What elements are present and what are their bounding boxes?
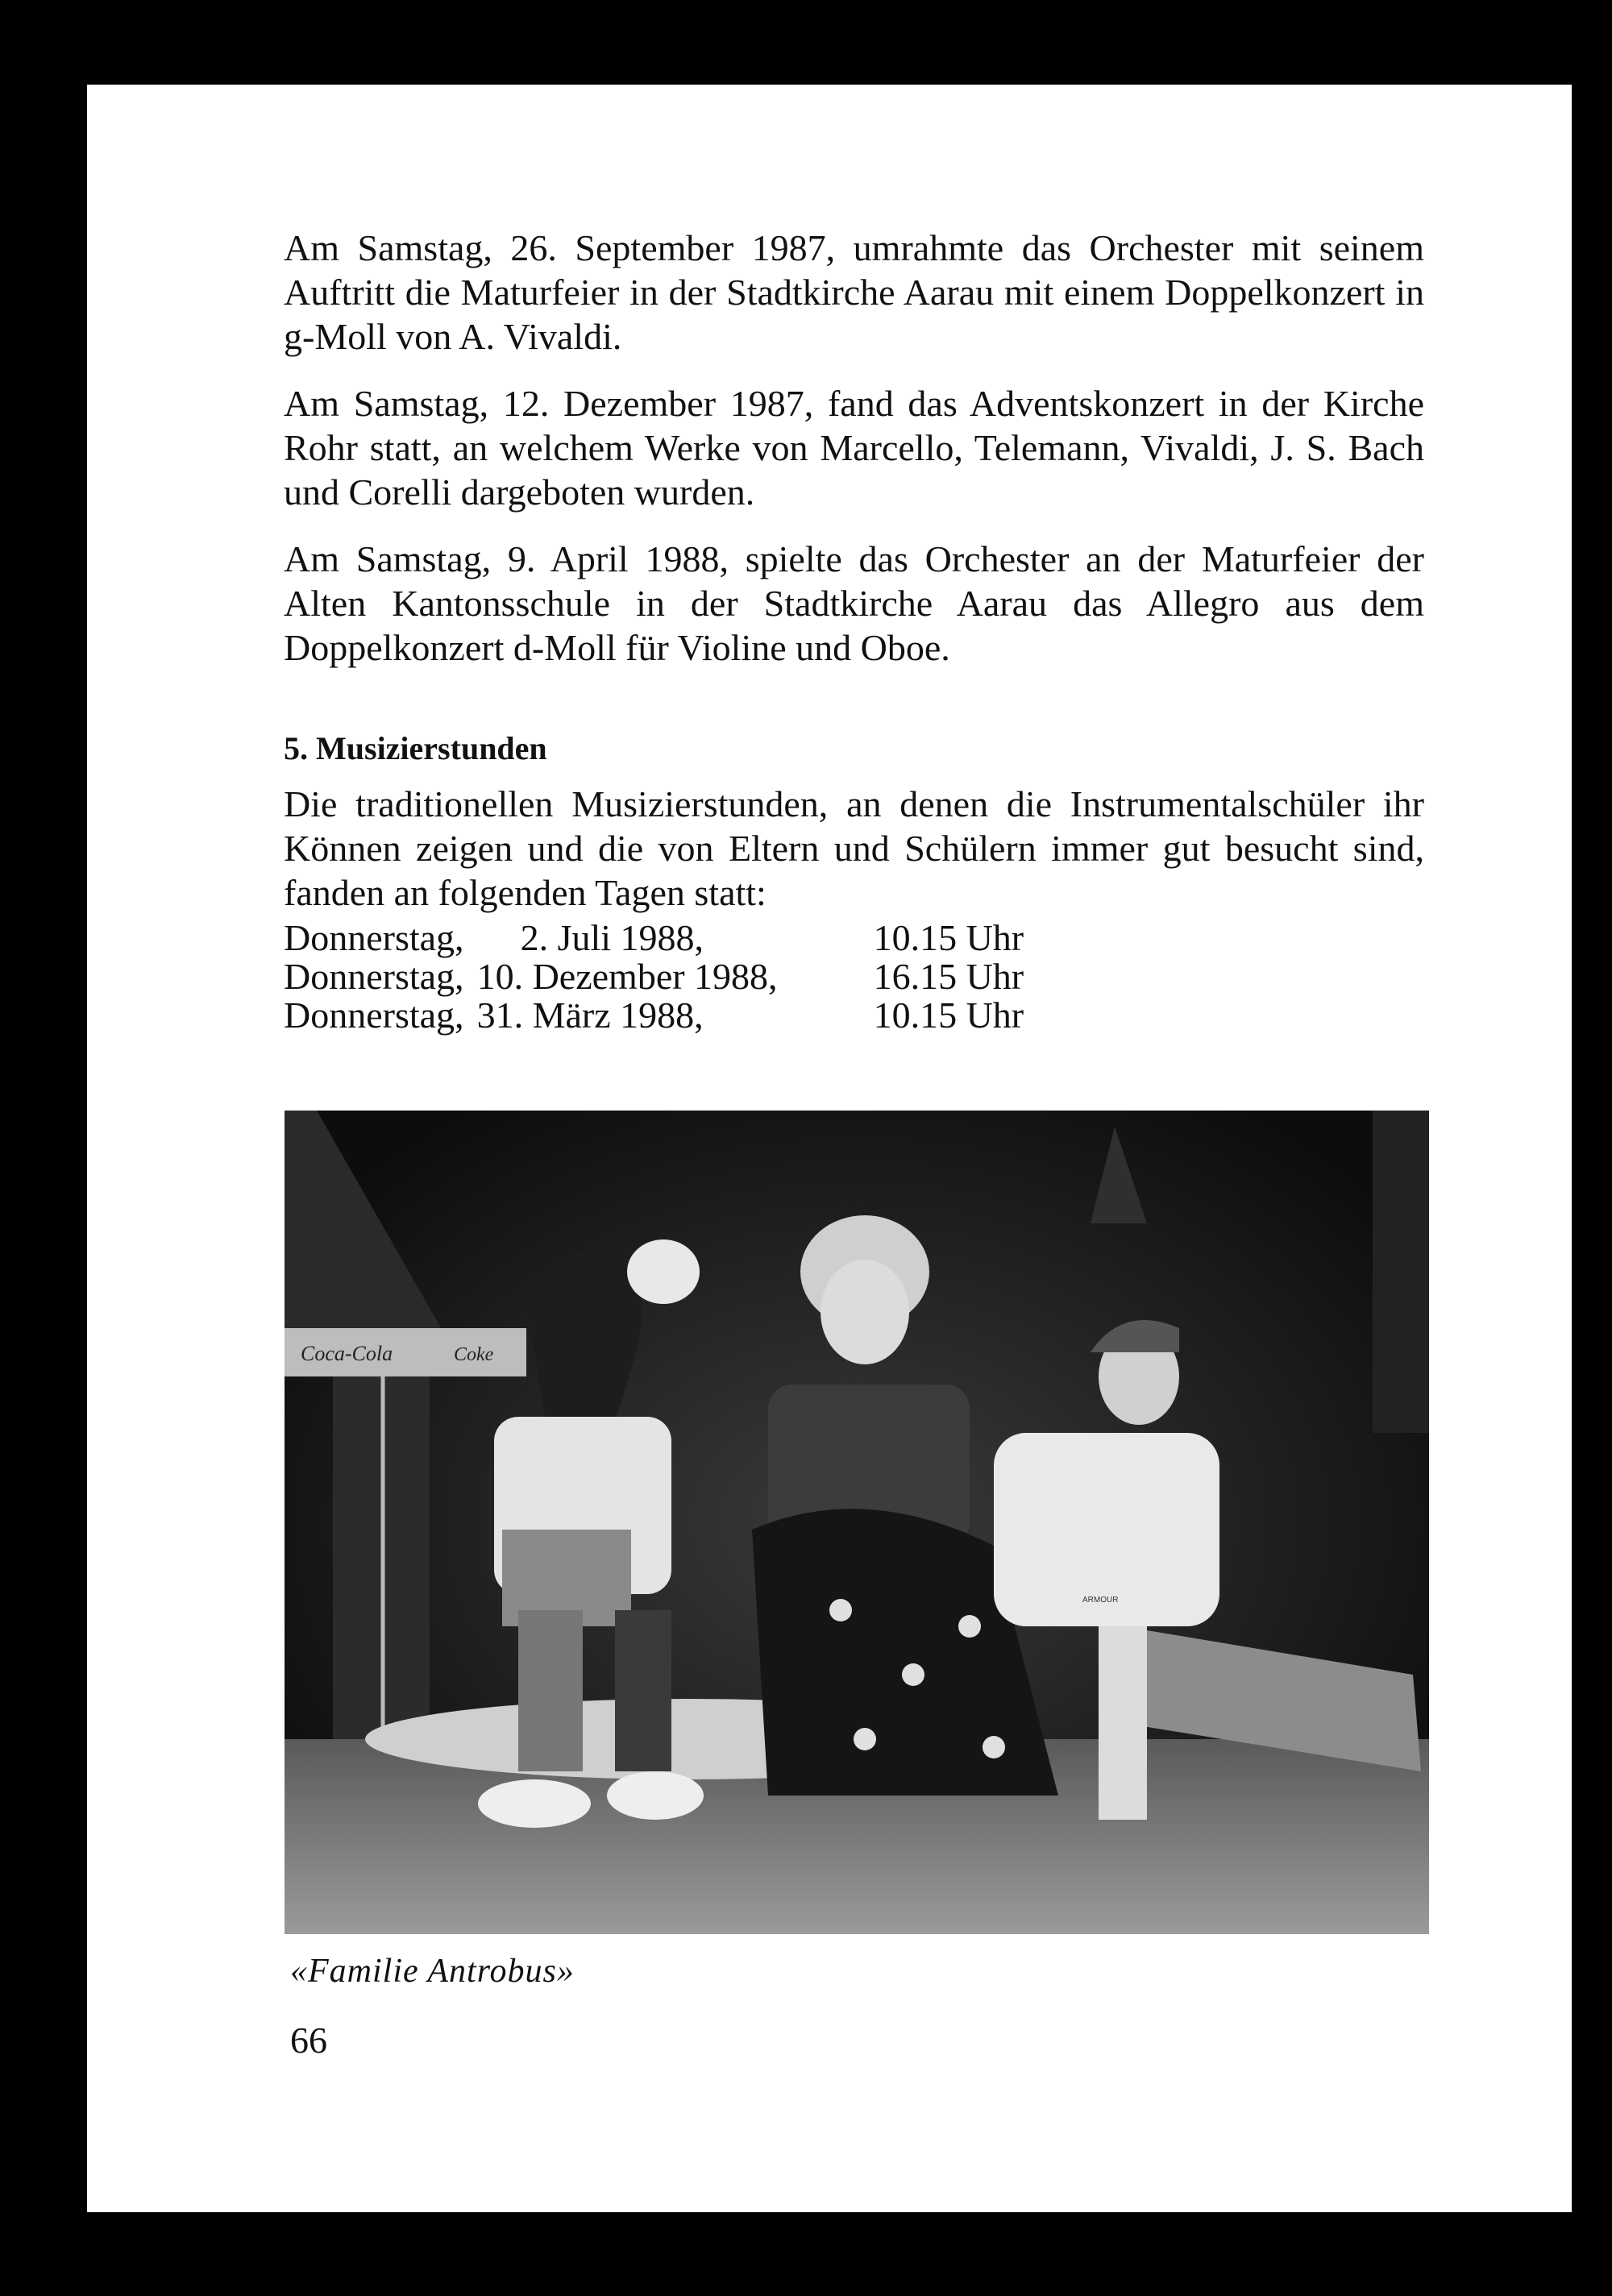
background-figure: [1373, 1111, 1429, 1433]
schedule-row: [284, 996, 1024, 1035]
schedule-day: Donnerstag,: [284, 994, 464, 1036]
paragraph-3: Am Samstag, 9. April 1988, spielte das Orchester an der Maturfeier der Alten Kantonsschule in der Stadtkirche Aarau das Allegro aus dem Doppelkonzert d-Moll für Violine und Oboe.: [284, 538, 1424, 668]
stage-photo-illustration: [285, 1111, 1429, 1934]
sign-text-right: Coke: [454, 1344, 494, 1365]
schedule-time: 16.15 Uhr: [873, 956, 1024, 997]
shirt-text: ARMOUR: [1082, 1596, 1119, 1605]
schedule-date: 2. Juli 1988,: [520, 917, 704, 958]
sign-text-left: Coca-Cola: [301, 1342, 393, 1365]
schedule-day: Donnerstag,: [284, 956, 464, 997]
schedule-time: 10.15 Uhr: [873, 994, 1024, 1036]
section-intro: Die traditionellen Musizierstunden, an denen die Instrumentalschüler ihr Können zeigen und die von Eltern und Schülern immer gut besucht sind, fanden an folgenden Tagen statt:: [284, 783, 1424, 913]
schedule-row: [284, 957, 1024, 996]
photo-caption: «Familie Antrobus»: [290, 1953, 575, 1990]
schedule-time: 10.15 Uhr: [873, 917, 1024, 958]
schedule-date: 31. März 1988,: [476, 994, 704, 1036]
schedule-table: [284, 919, 1024, 1035]
page-number: 66: [290, 2020, 327, 2061]
stage-photo: [285, 1111, 1429, 1934]
paragraph-1: Am Samstag, 26. September 1987, umrahmte das Orchester mit seinem Auftritt die Maturfeier in der Stadtkirche Aarau mit einem Doppelkonzert in g-Moll von A. Vivaldi.: [284, 227, 1424, 357]
schedule-day: Donnerstag,: [284, 917, 464, 958]
schedule-row: [284, 919, 1024, 957]
paragraph-2: Am Samstag, 12. Dezember 1987, fand das Adventskonzert in der Kirche Rohr statt, an welchem Werke von Marcello, Telemann, Vivaldi, J. S. Bach und Corelli dargeboten wurden.: [284, 383, 1424, 513]
section-heading: 5. Musizierstunden: [284, 730, 547, 766]
schedule-date: 10. Dezember 1988,: [476, 956, 778, 997]
body-text: [284, 226, 1424, 692]
